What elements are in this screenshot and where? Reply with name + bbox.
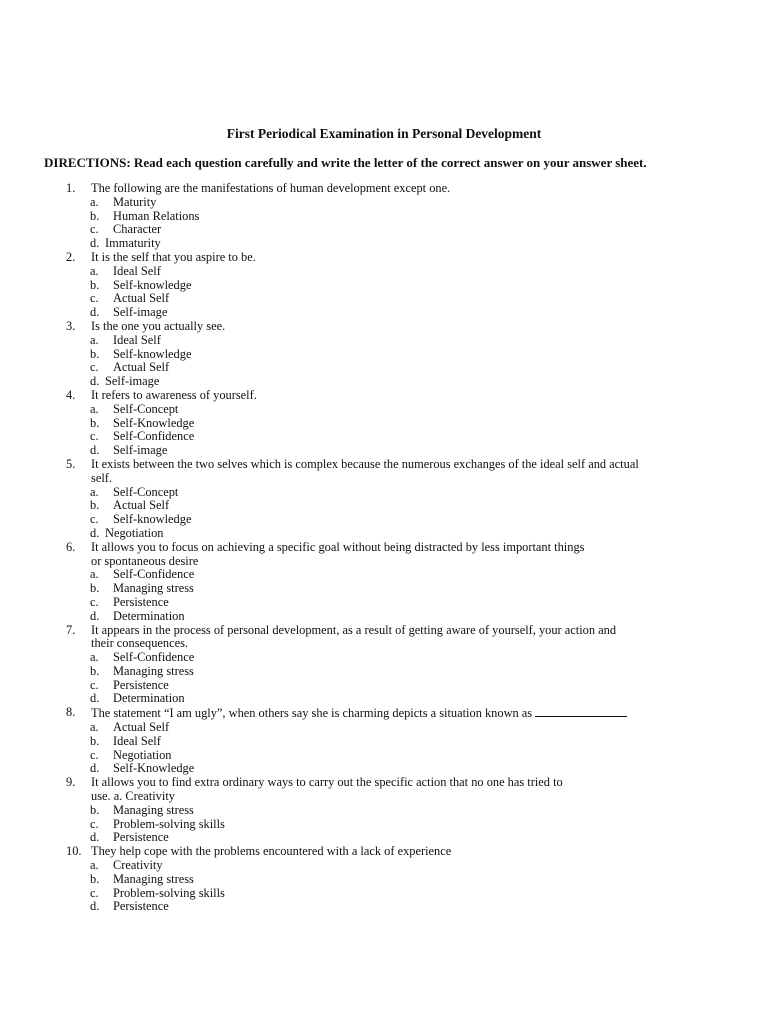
option-letter: b.	[90, 581, 100, 596]
option-letter: a.	[90, 567, 99, 582]
option-letter: d.	[90, 899, 100, 914]
option-text: Persistence	[113, 594, 169, 609]
answer-option	[0, 873, 768, 887]
question-number: 4.	[66, 387, 76, 402]
answer-option	[0, 721, 768, 735]
answer-option	[0, 831, 768, 845]
option-text: Managing stress	[113, 663, 194, 678]
answer-option	[0, 499, 768, 513]
question-item	[0, 706, 768, 776]
answer-option	[0, 665, 768, 679]
option-letter: a.	[90, 720, 99, 735]
question-text	[91, 182, 711, 196]
answer-option	[0, 513, 768, 527]
option-text: Actual Self	[113, 360, 170, 375]
option-letter: c.	[90, 222, 99, 237]
answer-option	[0, 582, 768, 596]
option-letter: a.	[90, 263, 99, 278]
question-number: 7.	[66, 622, 76, 637]
question-text-line: or spontaneous desire	[91, 553, 199, 568]
answer-option	[0, 430, 768, 444]
option-letter: c.	[90, 291, 99, 306]
option-letter: c.	[90, 512, 99, 527]
answer-option	[0, 265, 768, 279]
answer-option	[0, 361, 768, 375]
option-text: Self-Concept	[113, 401, 179, 416]
question-text-line: The statement “I am ugly”, when others say she is charming depicts a situation known as	[91, 706, 533, 721]
answer-option	[0, 417, 768, 431]
question-text-line: It allows you to find extra ordinary ways to carry out the specific action that no one has tried to	[91, 775, 563, 790]
option-text: Self-image	[105, 374, 160, 389]
question-item	[0, 458, 768, 541]
question-number: 2.	[66, 249, 76, 264]
question-text	[91, 251, 711, 265]
option-text: Managing stress	[113, 871, 194, 886]
answer-option	[0, 486, 768, 500]
question-text-line: Is the one you actually see.	[91, 318, 226, 333]
answer-option	[0, 568, 768, 582]
exam-directions: DIRECTIONS: Read each question carefully and write the letter of the correct answer on your answer sheet.	[44, 155, 647, 170]
answer-option	[0, 762, 768, 776]
question-text	[91, 624, 711, 638]
option-letter: a.	[90, 484, 99, 499]
answer-option	[0, 749, 768, 763]
question-number: 10.	[66, 844, 82, 859]
answer-option	[0, 444, 768, 458]
exam-title: First Periodical Examination in Personal Development	[226, 126, 542, 141]
option-text: Self-image	[113, 443, 168, 458]
answer-option	[0, 596, 768, 610]
option-letter: d.	[90, 761, 100, 776]
question-number: 3.	[66, 318, 76, 333]
option-text: Negotiation	[113, 747, 172, 762]
option-letter: b.	[90, 415, 100, 430]
answer-option	[0, 210, 768, 224]
option-letter: b.	[90, 277, 100, 292]
answer-option	[0, 818, 768, 832]
answer-option	[0, 375, 768, 389]
answer-option	[0, 292, 768, 306]
option-text: Ideal Self	[113, 733, 161, 748]
option-text: Self-knowledge	[113, 277, 192, 292]
option-text: Self-Concept	[113, 484, 179, 499]
answer-option	[0, 196, 768, 210]
answer-option	[0, 306, 768, 320]
question-text	[91, 555, 711, 569]
option-text: Self-Confidence	[113, 567, 195, 582]
question-text-line: They help cope with the problems encountered with a lack of experience	[91, 844, 452, 859]
option-letter: c.	[90, 885, 99, 900]
question-text	[91, 320, 711, 334]
option-text: Managing stress	[113, 802, 194, 817]
option-letter: d.	[90, 608, 100, 623]
question-text-line: It exists between the two selves which is complex because the numerous exchanges of the ideal self and actual	[91, 456, 639, 471]
option-letter: a.	[90, 332, 99, 347]
option-letter: c.	[90, 429, 99, 444]
question-item	[0, 541, 768, 624]
option-text: Self-image	[113, 305, 168, 320]
option-letter: b.	[90, 498, 100, 513]
question-item	[0, 624, 768, 707]
question-list	[0, 182, 768, 914]
option-text: Character	[113, 222, 162, 237]
option-letter: b.	[90, 802, 100, 817]
option-text: Ideal Self	[113, 332, 161, 347]
question-text	[91, 706, 711, 721]
answer-option	[0, 610, 768, 624]
option-text: Persistence	[113, 830, 169, 845]
answer-option	[0, 403, 768, 417]
answer-option	[0, 527, 768, 541]
question-text-line: their consequences.	[91, 636, 189, 651]
question-text	[91, 776, 711, 790]
option-text: Self-knowledge	[113, 346, 192, 361]
option-text: Self-Confidence	[113, 650, 195, 665]
option-letter: d.	[90, 374, 100, 389]
question-number: 9.	[66, 775, 76, 790]
question-text-line: It is the self that you aspire to be.	[91, 249, 256, 264]
option-text: Determination	[113, 608, 185, 623]
question-item	[0, 251, 768, 320]
answer-option	[0, 900, 768, 914]
question-text	[91, 845, 711, 859]
question-text	[91, 458, 711, 472]
question-text	[91, 790, 711, 804]
option-letter: a.	[90, 650, 99, 665]
question-item	[0, 389, 768, 458]
answer-option	[0, 859, 768, 873]
option-letter: d.	[90, 691, 100, 706]
option-text: Managing stress	[113, 581, 194, 596]
option-letter: a.	[90, 858, 99, 873]
option-text: Problem-solving skills	[113, 885, 225, 900]
option-letter: d.	[90, 830, 100, 845]
answer-option	[0, 804, 768, 818]
option-letter: c.	[90, 594, 99, 609]
answer-option	[0, 279, 768, 293]
answer-option	[0, 679, 768, 693]
answer-option	[0, 348, 768, 362]
answer-option	[0, 651, 768, 665]
option-letter: b.	[90, 346, 100, 361]
option-text: Ideal Self	[113, 263, 161, 278]
question-number: 8.	[66, 705, 76, 720]
option-letter: a.	[90, 194, 99, 209]
question-text	[91, 541, 711, 555]
option-text: Persistence	[113, 899, 169, 914]
question-text	[91, 472, 711, 486]
question-number: 5.	[66, 456, 76, 471]
question-text-line: The following are the manifestations of human development except one.	[91, 181, 451, 195]
question-text-line: It refers to awareness of yourself.	[91, 387, 257, 402]
option-text: Actual Self	[113, 498, 170, 513]
question-item	[0, 182, 768, 251]
question-item	[0, 776, 768, 845]
option-letter: c.	[90, 816, 99, 831]
question-text	[91, 637, 711, 651]
question-text-line: self.	[91, 470, 112, 485]
option-text: Actual Self	[113, 720, 170, 735]
option-text: Persistence	[113, 677, 169, 692]
option-text: Human Relations	[113, 208, 200, 223]
answer-option	[0, 237, 768, 251]
answer-option	[0, 334, 768, 348]
option-letter: d.	[90, 236, 100, 251]
option-letter: c.	[90, 747, 99, 762]
option-text: Self-Knowledge	[113, 761, 195, 776]
question-item	[0, 320, 768, 389]
option-letter: b.	[90, 733, 100, 748]
option-letter: d.	[90, 443, 100, 458]
option-text: Self-knowledge	[113, 512, 192, 527]
answer-blank	[535, 706, 627, 717]
option-letter: b.	[90, 871, 100, 886]
option-text: Determination	[113, 691, 185, 706]
answer-option	[0, 887, 768, 901]
option-letter: d.	[90, 525, 100, 540]
question-text	[91, 389, 711, 403]
question-text-line: use. a. Creativity	[91, 789, 175, 804]
question-item	[0, 845, 768, 914]
question-text-line: It allows you to focus on achieving a specific goal without being distracted by less important things	[91, 539, 585, 554]
question-number: 1.	[66, 181, 76, 195]
answer-option	[0, 735, 768, 749]
answer-option	[0, 692, 768, 706]
option-text: Self-Confidence	[113, 429, 195, 444]
option-letter: b.	[90, 208, 100, 223]
option-text: Actual Self	[113, 291, 170, 306]
option-text: Problem-solving skills	[113, 816, 225, 831]
option-letter: a.	[90, 401, 99, 416]
question-text-line: It appears in the process of personal development, as a result of getting aware of yourself, your action and	[91, 622, 617, 637]
option-letter: c.	[90, 360, 99, 375]
option-text: Negotiation	[105, 525, 164, 540]
option-letter: d.	[90, 305, 100, 320]
option-text: Creativity	[113, 858, 163, 873]
option-letter: b.	[90, 663, 100, 678]
option-text: Maturity	[113, 194, 157, 209]
option-text: Self-Knowledge	[113, 415, 195, 430]
question-number: 6.	[66, 539, 76, 554]
option-letter: c.	[90, 677, 99, 692]
answer-option	[0, 223, 768, 237]
option-text: Immaturity	[105, 236, 161, 251]
